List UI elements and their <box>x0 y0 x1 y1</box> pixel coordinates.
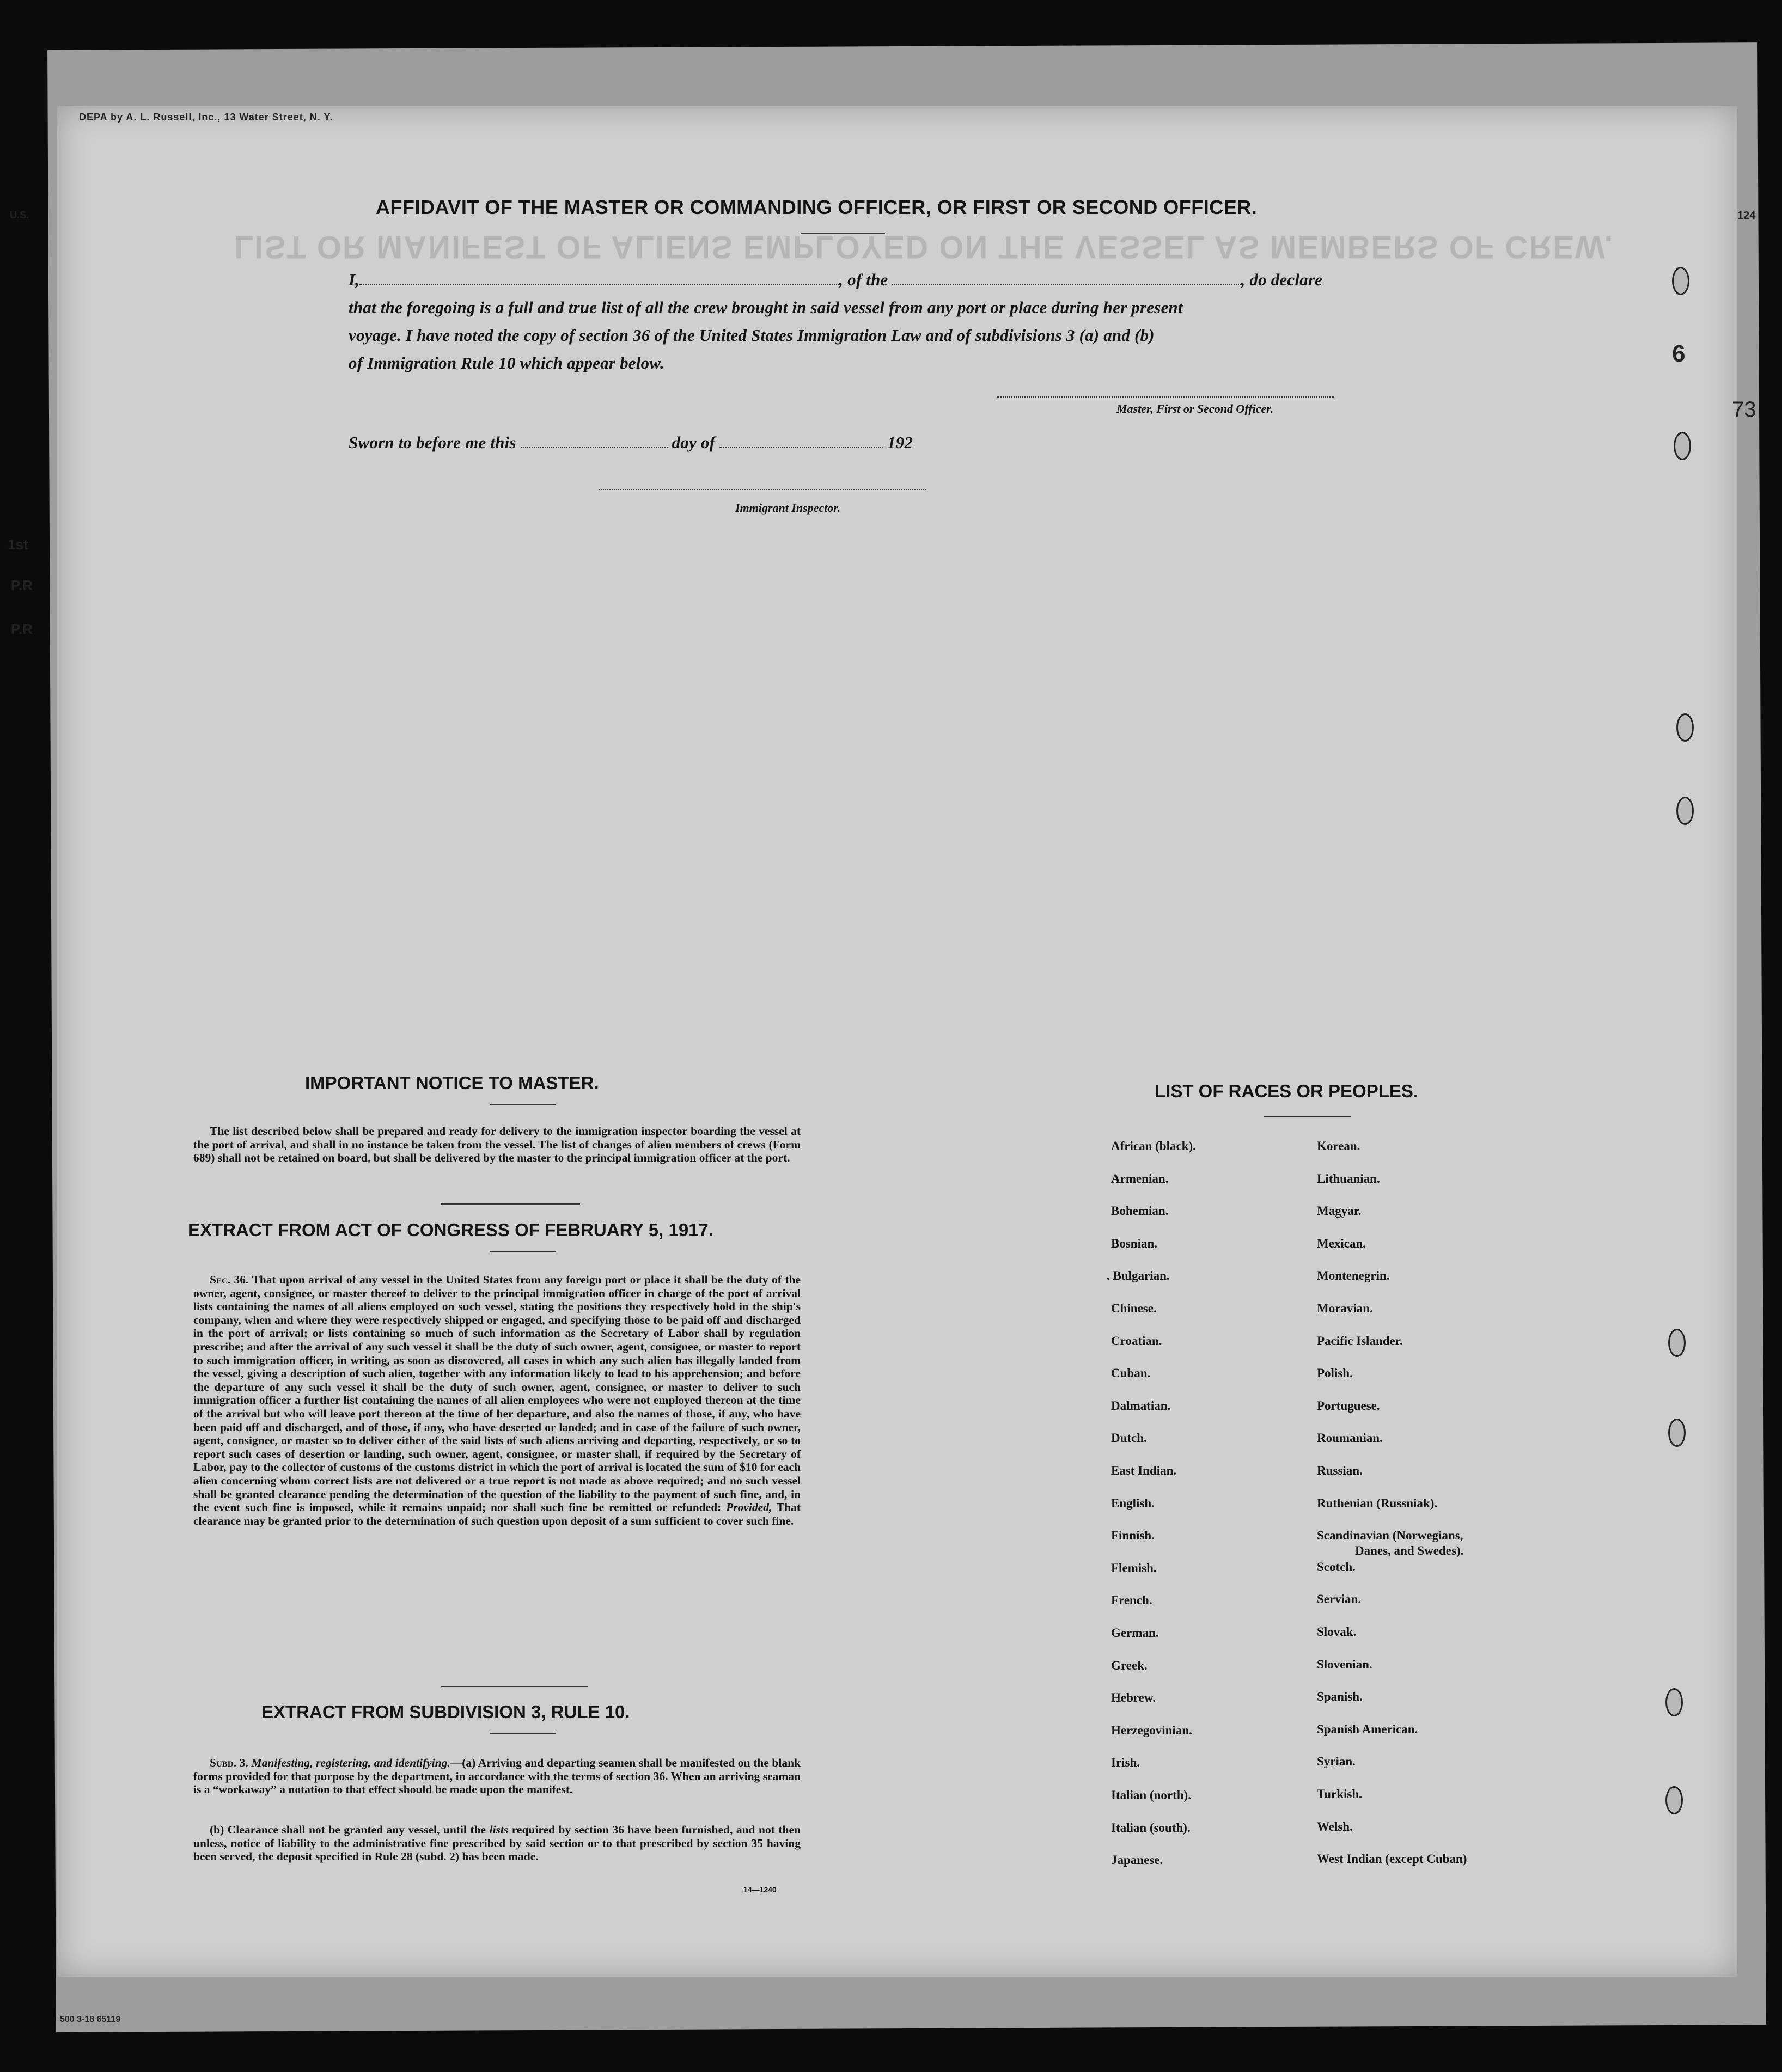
race-item: Polish. <box>1317 1366 1353 1380</box>
inspector-signature-field[interactable] <box>599 489 926 490</box>
rule-extract-heading: EXTRACT FROM SUBDIVISION 3, RULE 10. <box>261 1702 630 1722</box>
declarant-label: I, <box>349 270 360 289</box>
right-edge-number: 73 <box>1732 398 1756 421</box>
bottom-left-mark: 500 3-18 65119 <box>60 2015 121 2024</box>
punch-hole <box>1668 1419 1686 1447</box>
race-item: French. <box>1111 1593 1152 1608</box>
punch-hole <box>1668 1329 1686 1357</box>
race-item: Irish. <box>1111 1756 1140 1770</box>
race-item: Bohemian. <box>1111 1204 1169 1218</box>
race-item: Dalmatian. <box>1111 1398 1171 1413</box>
race-item: Syrian. <box>1317 1755 1356 1769</box>
race-item: Bosnian. <box>1111 1236 1158 1250</box>
race-item: Finnish. <box>1111 1529 1155 1543</box>
race-item: German. <box>1111 1626 1159 1640</box>
declare-label: , do declare <box>1241 270 1323 289</box>
race-item: Pacific Islander. <box>1317 1334 1403 1348</box>
sworn-line <box>349 433 913 453</box>
race-item: Servian. <box>1317 1592 1362 1606</box>
race-item: West Indian (except Cuban) <box>1317 1852 1467 1866</box>
punch-hole <box>1674 432 1691 460</box>
act-extract-text <box>193 1273 801 1527</box>
race-item: Spanish American. <box>1317 1722 1418 1736</box>
race-item: Slovak. <box>1317 1625 1357 1639</box>
act-rule <box>490 1251 556 1252</box>
race-item: Turkish. <box>1317 1787 1362 1801</box>
race-item: Mexican. <box>1317 1236 1366 1250</box>
notice-text: The list described below shall be prepared and ready for delivery to the immigration inspector boarding the vessel at the port of arrival, and shall in no instance be taken from the vessel. The list of changes of alien members of crews (Form 689) shall not be retained on board, but shall be delivered by the master to the principal immigration officer at the port. <box>193 1124 801 1165</box>
sworn-label: Sworn to before me this <box>349 433 516 452</box>
punch-hole <box>1676 713 1694 742</box>
race-item: English. <box>1111 1496 1155 1510</box>
race-item: Herzegovinian. <box>1111 1723 1192 1737</box>
para-b-text-2: required by section 36 have been furnished, and not then unless, notice of liability to the administrative fine prescribed by said section or to that prescribed by section 35 having been served, the deposit specified in Rule 28 (subd. 2) has been made. <box>193 1823 801 1863</box>
master-caption: Master, First or Second Officer. <box>1116 402 1274 415</box>
left-edge-mark: P.R <box>11 577 33 594</box>
race-item: Dutch. <box>1111 1431 1147 1445</box>
rule-rule <box>490 1733 556 1734</box>
race-item: Spanish. <box>1317 1690 1363 1704</box>
race-item: Chinese. <box>1111 1301 1157 1315</box>
race-item: Cuban. <box>1111 1366 1151 1380</box>
race-item: Slovenian. <box>1317 1657 1372 1671</box>
affidavit-line-1 <box>349 270 1322 290</box>
race-item: Lithuanian. <box>1317 1171 1380 1185</box>
race-item: Korean. <box>1317 1139 1360 1153</box>
race-item: Croatian. <box>1111 1334 1162 1348</box>
race-item: Montenegrin. <box>1317 1269 1390 1283</box>
rule-extract-para-a <box>193 1756 801 1796</box>
provided-text: That clearance may be granted prior to the determination of such question upon deposit of a sum sufficient to cover such fine. <box>193 1501 801 1527</box>
races-heading: LIST OF RACES OR PEOPLES. <box>1155 1081 1419 1101</box>
inspector-caption: Immigrant Inspector. <box>735 501 841 515</box>
race-item: Armenian. <box>1111 1171 1169 1185</box>
race-item: Russian. <box>1317 1464 1363 1477</box>
master-signature-field[interactable] <box>997 396 1334 398</box>
race-item: Magyar. <box>1317 1204 1362 1218</box>
subdivision-label: Subd. 3. <box>210 1756 248 1769</box>
race-item: East Indian. <box>1111 1464 1177 1477</box>
race-item: Scotch. <box>1317 1560 1356 1574</box>
race-item: Welsh. <box>1317 1819 1353 1833</box>
subdivision-title: Manifesting, registering, and identifying. <box>251 1756 450 1769</box>
sworn-day-field[interactable] <box>521 447 668 448</box>
punch-hole <box>1665 1786 1683 1814</box>
left-edge-mark: 1st <box>8 536 28 553</box>
race-item: Moravian. <box>1317 1301 1373 1315</box>
right-edge-mark: 124 <box>1737 210 1756 222</box>
declarant-name-field[interactable] <box>359 284 839 285</box>
race-item: Greek. <box>1111 1658 1148 1672</box>
races-rule <box>1264 1116 1351 1117</box>
day-of-label: day of <box>672 433 716 452</box>
race-item: Italian (north). <box>1111 1788 1191 1802</box>
race-item: . Bulgarian. <box>1107 1269 1170 1283</box>
race-item-continuation: Danes, and Swedes). <box>1355 1544 1464 1558</box>
printer-imprint: DEPA by A. L. Russell, Inc., 13 Water Street, N. Y. <box>79 112 333 123</box>
form-sheet <box>57 106 1737 1977</box>
year-label: 192 <box>887 433 913 452</box>
form-number: 14—1240 <box>743 1885 777 1894</box>
punch-hole <box>1672 267 1689 295</box>
race-item: Roumanian. <box>1317 1431 1383 1445</box>
affidavit-line-2: that the foregoing is a full and true list of all the crew brought in said vessel from any port or place during her present <box>349 298 1183 317</box>
para-a-text: —(a) Arriving and departing seamen shall be manifested on the blank forms provided for that purpose by the department, in accordance with the terms of section 36. When an arriving seaman is a “workaway” a notation to that effect should be made upon the manifest. <box>193 1756 801 1796</box>
section-divider <box>441 1686 588 1687</box>
section-divider <box>441 1203 580 1205</box>
race-item: Italian (south). <box>1111 1820 1191 1835</box>
race-item: African (black). <box>1111 1139 1196 1153</box>
act-extract-heading: EXTRACT FROM ACT OF CONGRESS OF FEBRUARY 5, 1917. <box>188 1220 714 1240</box>
punch-hole <box>1676 797 1694 825</box>
para-b-text-1: (b) Clearance shall not be granted any vessel, until the <box>210 1823 486 1836</box>
notice-rule <box>490 1104 556 1105</box>
left-edge-mark: P.R <box>11 621 33 637</box>
section-label: Sec. 36. <box>210 1273 249 1286</box>
race-item: Portuguese. <box>1317 1398 1380 1413</box>
notice-heading: IMPORTANT NOTICE TO MASTER. <box>305 1073 599 1093</box>
sworn-month-field[interactable] <box>719 447 883 448</box>
punch-hole <box>1665 1688 1683 1716</box>
vessel-label: , of the <box>839 270 888 289</box>
race-item: Japanese. <box>1111 1853 1163 1867</box>
race-item: Ruthenian (Russniak). <box>1317 1496 1438 1510</box>
affidavit-line-3: voyage. I have noted the copy of section 36 of the United States Immigration Law and of subdivisions 3 (a) and (b) <box>349 326 1155 345</box>
affidavit-line-4: of Immigration Rule 10 which appear below. <box>349 353 664 372</box>
vessel-name-field[interactable] <box>892 284 1241 285</box>
left-edge-mark: U.S. <box>10 210 29 221</box>
race-item: Scandinavian (Norwegians, <box>1317 1529 1463 1543</box>
ghost-manifest-title: LIST OR MANIFEST OF ALIENS EMPLOYED ON THE VESSEL AS MEMBERS OF CREW. <box>234 229 1614 265</box>
affidavit-title: AFFIDAVIT OF THE MASTER OR COMMANDING OFFICER, OR FIRST OR SECOND OFFICER. <box>376 196 1258 218</box>
para-b-lists: lists <box>489 1823 509 1836</box>
section-36-text: That upon arrival of any vessel in the United States from any foreign port or place it shall be the duty of the owner, agent, consignee, or master thereof to deliver to the principal immigration officer in charge of the port of arrival lists containing the names of all aliens employed on such vessel, stating the positions they respectively hold in the ship's company, when and where they were respectively shipped or engaged, and specifying those to be paid off and discharged in the port of arrival; or lists containing so much of such information as the Secretary of Labor shall by regulation prescribe; and after the arrival of any such vessel it shall be the duty of such owner, agent, consignee, or master to report to such immigration officer, in writing, as soon as discovered, all cases in which any such alien has illegally landed from the vessel, giving a description of such alien, together with any information likely to lead to his apprehension; and before the departure of any such vessel it shall be the duty of such owner, agent, consignee, or master to deliver to such immigration officer a further list containing the names of all alien employees who were not employed thereon at the time of the arrival but who will leave port thereon at the time of her departure, and also the names of those, if any, who have been paid off and discharged, and of those, if any, who have deserted or landed; and in case of the failure of such owner, agent, consignee, or master so to deliver either of the said lists of such aliens arriving and departing, respectively, or so to report such cases of desertion or landing, such owner, agent, consignee, or master shall, if required by the Secretary of Labor, pay to the collector of customs of the customs district in which the port of arrival is located the sum of $10 for each alien concerning whom correct lists are not delivered or a true report is not made as above required; and no such vessel shall be granted clearance pending the determination of the question of the liability to the payment of such fine, and, in the event such fine is imposed, while it remains unpaid; nor shall such fine be remitted or refunded: <box>193 1273 801 1514</box>
rule-extract-para-b <box>193 1823 801 1863</box>
provided-label: Provided, <box>726 1501 772 1514</box>
page-number-mark: 6 <box>1672 340 1686 367</box>
race-item: Flemish. <box>1111 1561 1157 1575</box>
race-item: Hebrew. <box>1111 1691 1156 1705</box>
title-rule <box>801 233 885 234</box>
